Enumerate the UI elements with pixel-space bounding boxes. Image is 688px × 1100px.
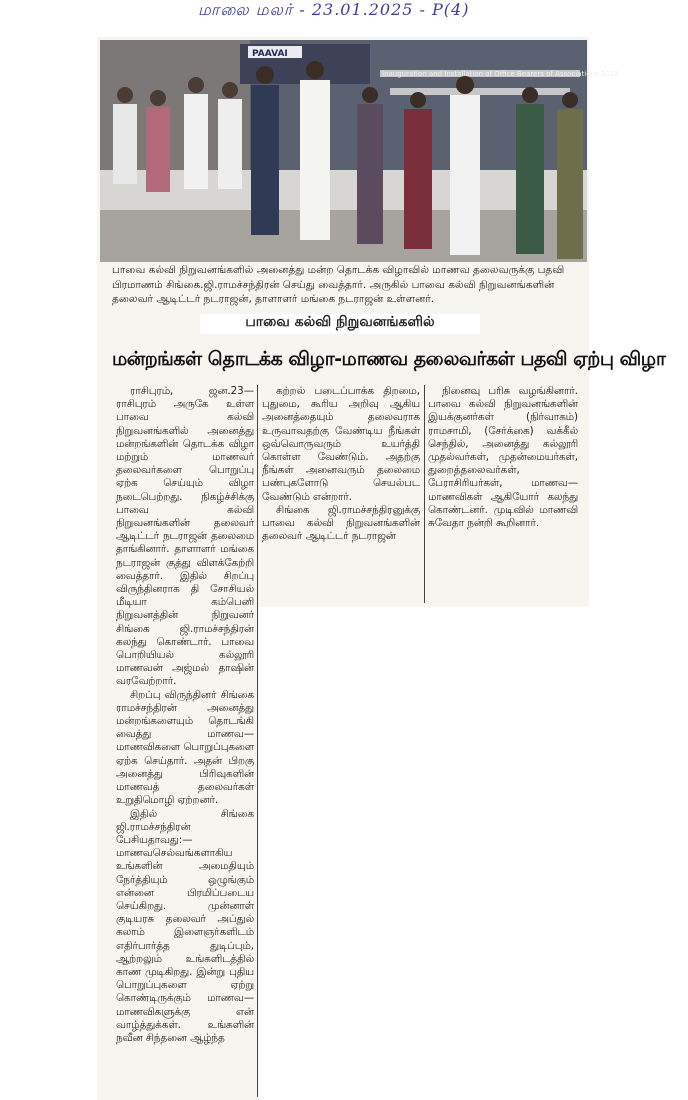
article-column-2: [262, 385, 420, 603]
article-kicker: பாவை கல்வி நிறுவனங்களில்: [200, 314, 480, 334]
event-photo-illustration: [100, 40, 619, 262]
banner-text: Inauguration and Installation of Office Bearers of Associations 2025: [382, 70, 619, 78]
article-headline: மன்றங்கள் தொடக்க விழா-மாணவ தலைவர்கள் பதவி ஏற்பு விழா: [112, 348, 666, 370]
article-paragraph: கற்றல் படைப்பாக்க திறமை, புதுமை, கூரிய அறிவு ஆகிய அனைத்தையும் தலைவராக உருவாவதற்கு வேண்டிய நீங்கள் ஒவ்வொருவரும் உயர்த்தி கொள்ள வேண்டும். அதற்கு நீங்கள் அனைவரும் தலைமை பண்புகளோடு செயல்பட வேண்டும் என்றார்.: [262, 385, 420, 503]
article-column-3: [428, 385, 578, 603]
photo-caption: பாவை கல்வி நிறுவனங்களில் அனைத்து மன்ற தொடக்க விழாவில் மாணவ தலைவருக்கு பதவி பிரமாணம் சிங்கை.ஜி.ராமச்சந்திரன் செய்து வைத்தார். அருகில் பாவை கல்வி நிறுவனங்களின் தலைவர் ஆடிட்டர் நடராஜன், தாளாளர் மங்கை நடராஜன் உள்ளனர்.: [112, 264, 565, 305]
handwritten-date-note: மாலை மலர் - 23.01.2025 - P(4): [198, 0, 470, 19]
article-paragraph: நினைவு பரிசு வழங்கினார். பாவை கல்வி நிறுவனங்களின் இயக்குனர்கள் (நிர்வாகம்) ராமசாமி, (சேர்க்கை) வக்கீல் செந்தில், அனைத்து கல்லூரி முதல்வர்கள், முதன்மையர்கள், துறைத்தலைவர்கள், பேராசிரியர்கள், மாணவ—மாணவிகள் ஆகியோர் கலந்து கொண்டனர். முடிவில் மாணவி சுவேதா நன்றி கூறினார்.: [428, 385, 578, 530]
event-photo: [100, 40, 619, 262]
article-column-1: [116, 385, 254, 1097]
article-paragraph: இதில் சிங்கை ஜி.ராமச்சந்திரன் பேசியதாவது:— மாணவசெல்வங்களாகிய உங்களின் அமைதியும் நேர்த்தியும் ஒழுங்கும் என்னை பிரமிப்படைய செய்கிறது. முன்னாள் குடியரசு தலைவர் அப்துல் கலாம் இளைஞர்களிடம் எதிர்பார்த்த துடிப்பும், ஆற்றலும் உங்களிடத்தில் காண முடிகிறது. இன்று புதிய பொறுப்புகளை ஏற்று கொண்டிருக்கும் மாணவ—மாணவிகளுக்கு என் வாழ்த்துக்கள். உங்களின் நவீன சிந்தனை ஆழ்ந்த: [116, 807, 254, 1044]
article-paragraph: சிறப்பு விருந்தினர் சிங்கை ராமச்சந்திரன் அனைத்து மன்றங்களையும் தொடங்கி வைத்து மாணவ—மாணவிகளை பொறுப்புகளை ஏற்க செய்தார். அதன் பிறகு அனைத்து பிரிவுகளின் மாணவத் தலைவர்கள் உறுதிமொழி ஏற்றனர்.: [116, 688, 254, 807]
article-paragraph: சிங்கை ஜி.ராமச்சந்திரனுக்கு பாவை கல்வி நிறுவனங்களின் தலைவர் ஆடிட்டர் நடராஜன்: [262, 503, 420, 543]
column-rule-2: [424, 385, 425, 603]
column-rule-1: [257, 385, 258, 1097]
article-paragraph: ராசிபுரம், ஜன.23— ராசிபுரம் அருகே உள்ள பாவை கல்வி நிறுவனங்களில் அனைத்து மன்றங்களின் தொடக்க விழா மற்றும் மாணவர் தலைவர்களை பொறுப்பு ஏற்க செய்யும் விழா நடைபெற்றது. நிகழ்ச்சிக்கு பாவை கல்வி நிறுவனங்களின் தலைவர் ஆடிட்டர் நடராஜன் தலைமை தாங்கினார். தாளாளர் மங்கை நடராஜன் குத்து விளக்கேற்றி வைத்தார். இதில் சிறப்பு விருந்தினராக தி சோசியல் மீடியா கம்பெனி நிறுவனத்தின் நிறுவனர் சிங்கை ஜி.ராமச்சந்திரன் கலந்து கொண்டார். பாவை பொறியியல் கல்லூரி மாணவன் அஜ்மல் தாஷின் வரவேற்றார்.: [116, 385, 254, 688]
banner-logo-text: PAAVAI: [252, 49, 288, 59]
